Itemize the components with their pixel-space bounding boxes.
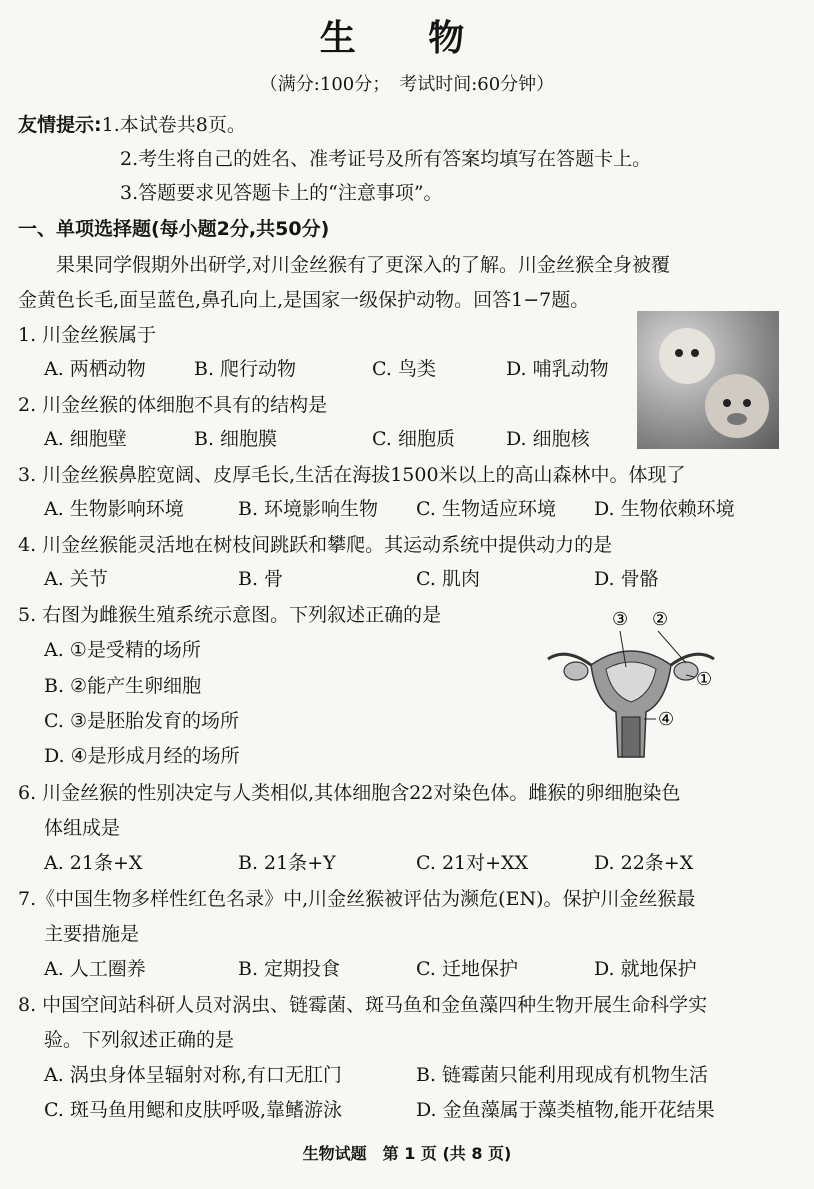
q1-option-b: B. 爬行动物 xyxy=(194,358,297,380)
q3-option-b: B. 环境影响生物 xyxy=(238,498,379,520)
question-1-stem: 1. 川金丝猴属于 xyxy=(18,324,157,346)
tip-item-3: 3.答题要求见答题卡上的“注意事项”。 xyxy=(120,182,443,204)
q1-option-d: D. 哺乳动物 xyxy=(506,358,609,380)
q4-option-a: A. 关节 xyxy=(44,568,108,590)
q8-option-d: D. 金鱼藻属于藻类植物,能开花结果 xyxy=(416,1099,715,1121)
q2-option-c: C. 细胞质 xyxy=(372,428,455,450)
q4-option-c: C. 肌肉 xyxy=(416,568,480,590)
question-4-stem: 4. 川金丝猴能灵活地在树枝间跳跃和攀爬。其运动系统中提供动力的是 xyxy=(18,534,613,556)
q8-option-b: B. 链霉菌只能利用现成有机物生活 xyxy=(416,1064,709,1086)
question-3-stem: 3. 川金丝猴鼻腔宽阔、皮厚毛长,生活在海拔1500米以上的高山森林中。体现了 xyxy=(18,464,686,486)
diagram-label-2: ② xyxy=(652,609,669,630)
tips-line-1 xyxy=(18,112,246,138)
page-footer: 生物试题 第 1 页 (共 8 页) xyxy=(302,1144,512,1163)
q5-option-d: D. ④是形成月经的场所 xyxy=(44,745,240,767)
q5-option-b: B. ②能产生卵细胞 xyxy=(44,675,202,697)
diagram-label-4: ④ xyxy=(658,709,675,730)
q3-option-d: D. 生物依赖环境 xyxy=(594,498,735,520)
question-5-stem: 5. 右图为雌猴生殖系统示意图。下列叙述正确的是 xyxy=(18,604,442,626)
diagram-label-3: ③ xyxy=(612,609,629,630)
q3-option-a: A. 生物影响环境 xyxy=(44,498,184,520)
exam-info: （满分:100分； 考试时间:60分钟） xyxy=(259,74,555,95)
q8-option-a: A. 涡虫身体呈辐射对称,有口无肛门 xyxy=(44,1064,342,1086)
q2-option-a: A. 细胞壁 xyxy=(44,428,127,450)
q4-option-b: B. 骨 xyxy=(238,568,284,590)
q6-option-c: C. 21对+XX xyxy=(416,852,529,874)
q4-option-d: D. 骨骼 xyxy=(594,568,659,590)
tip-item-2: 2.考生将自己的姓名、准考证号及所有答案均填写在答题卡上。 xyxy=(120,148,652,170)
question-8-stem-line-1: 8. 中国空间站科研人员对涡虫、链霉菌、斑马鱼和金鱼藻四种生物开展生命科学实 xyxy=(18,994,708,1016)
monkey-photo xyxy=(637,311,779,449)
q2-option-b: B. 细胞膜 xyxy=(194,428,278,450)
reproductive-system-diagram xyxy=(536,607,726,762)
intro-line-1: 果果同学假期外出研学,对川金丝猴有了更深入的了解。川金丝猴全身被覆 xyxy=(56,254,671,276)
question-7-stem-line-2: 主要措施是 xyxy=(44,923,140,945)
q2-option-d: D. 细胞核 xyxy=(506,428,590,450)
q1-option-a: A. 两栖动物 xyxy=(44,358,146,380)
q7-option-c: C. 迁地保护 xyxy=(416,958,518,980)
intro-line-2: 金黄色长毛,面呈蓝色,鼻孔向上,是国家一级保护动物。回答1−7题。 xyxy=(18,289,590,311)
q7-option-d: D. 就地保护 xyxy=(594,958,697,980)
question-8-stem-line-2: 验。下列叙述正确的是 xyxy=(44,1029,235,1051)
q8-option-c: C. 斑马鱼用鳃和皮肤呼吸,靠鳍游泳 xyxy=(44,1099,342,1121)
q7-option-b: B. 定期投食 xyxy=(238,958,341,980)
q5-option-c: C. ③是胚胎发育的场所 xyxy=(44,710,239,732)
question-6-stem-line-2: 体组成是 xyxy=(44,817,121,839)
q1-option-c: C. 鸟类 xyxy=(372,358,436,380)
diagram-label-1: ① xyxy=(696,669,713,690)
q7-option-a: A. 人工圈养 xyxy=(44,958,146,980)
q5-option-a: A. ①是受精的场所 xyxy=(44,639,201,661)
q6-option-a: A. 21条+X xyxy=(44,852,143,874)
question-6-stem-line-1: 6. 川金丝猴的性别决定与人类相似,其体细胞含22对染色体。雌猴的卵细胞染色 xyxy=(18,782,681,804)
question-2-stem: 2. 川金丝猴的体细胞不具有的结构是 xyxy=(18,394,328,416)
q3-option-c: C. 生物适应环境 xyxy=(416,498,556,520)
q6-option-d: D. 22条+X xyxy=(594,852,694,874)
q6-option-b: B. 21条+Y xyxy=(238,852,336,874)
tips-label: 友情提示: xyxy=(18,114,102,136)
section-title: 一、单项选择题(每小题2分,共50分) xyxy=(18,218,330,240)
tip-item-1: 1.本试卷共8页。 xyxy=(101,114,246,136)
page-title: 生 物 xyxy=(319,18,495,59)
question-7-stem-line-1: 7.《中国生物多样性红色名录》中,川金丝猴被评估为濒危(EN)。保护川金丝猴最 xyxy=(18,888,696,910)
